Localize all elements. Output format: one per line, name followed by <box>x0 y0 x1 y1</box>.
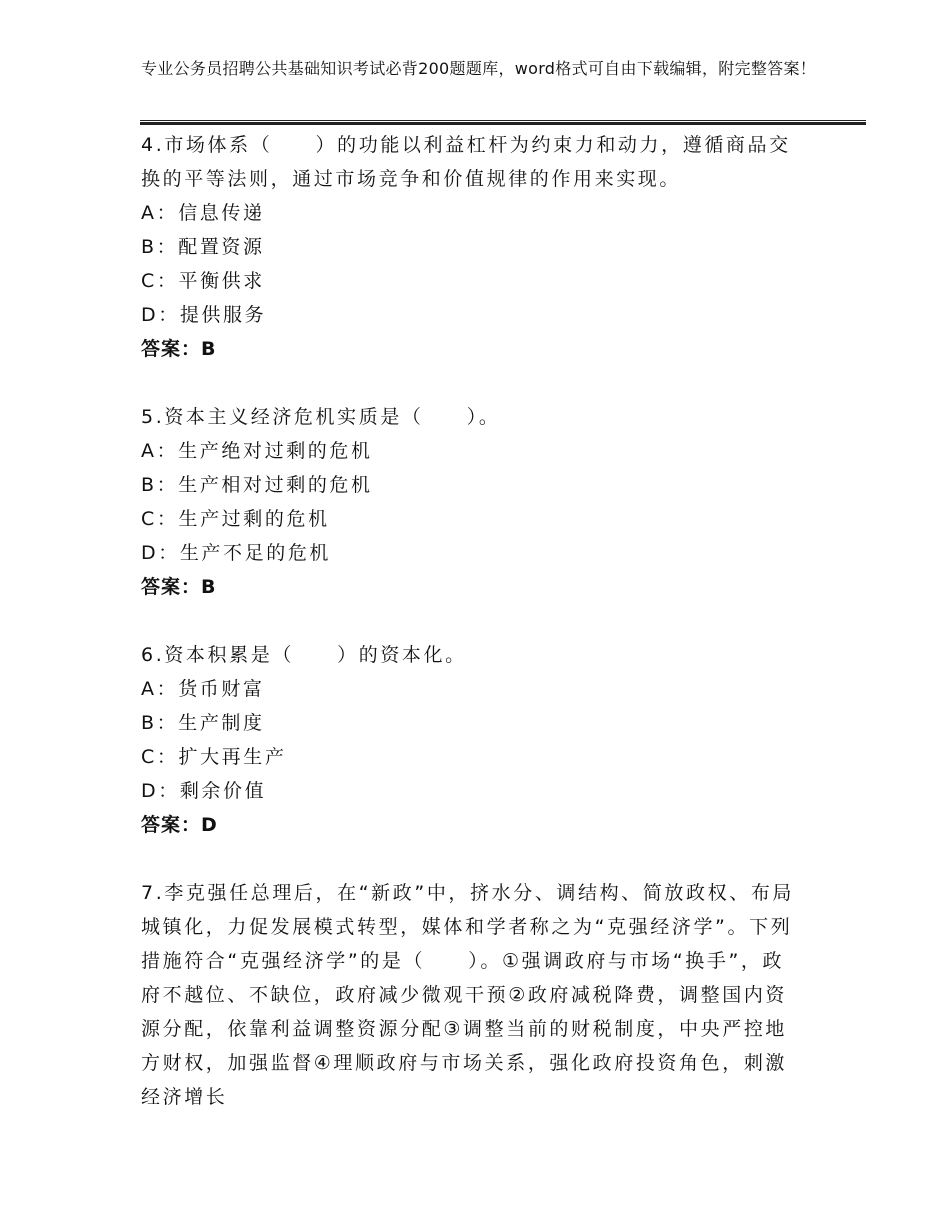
option-b: B：生产相对过剩的危机 <box>141 474 373 496</box>
option-d: D：生产不足的危机 <box>141 542 332 564</box>
answer-line: 答案：D <box>141 814 218 836</box>
question-stem: 7.李克强任总理后，在“新政”中，挤水分、调结构、简放政权、布局城镇化，力促发展模式转型，媒体和学者称之为“克强经济学”。下列措施符合“克强经济学”的是（ ）。①强调政府与市场“换手”，政府不越位、不缺位，政府减少微观干预②政府减税降费，调整国内资源分配，依靠利益调整资源分配③调整当前的财税制度，中央严控地方财权，加强监督④理顺政府与市场关系，强化政府投资角色，刺激经济增长 <box>141 882 795 1108</box>
option-b: B：配置资源 <box>141 236 265 258</box>
answer-line: 答案：B <box>141 576 217 598</box>
spacer <box>141 842 801 876</box>
option-d: D：提供服务 <box>141 304 267 326</box>
question-7 <box>141 876 801 1114</box>
spacer <box>141 604 801 638</box>
page-header: 专业公务员招聘公共基础知识考试必背200题题库，word格式可自由下载编辑，附完整答案！ <box>141 59 817 78</box>
option-a: A：货币财富 <box>141 678 265 700</box>
question-4 <box>141 128 801 366</box>
option-c: C：平衡供求 <box>141 270 265 292</box>
spacer <box>141 366 801 400</box>
option-d: D：剩余价值 <box>141 780 267 802</box>
question-5 <box>141 400 801 604</box>
option-c: C：扩大再生产 <box>141 746 287 768</box>
question-list <box>141 128 801 1114</box>
answer-line: 答案：B <box>141 338 217 360</box>
question-stem: 6.资本积累是（ ）的资本化。 <box>141 644 467 666</box>
option-a: A：信息传递 <box>141 202 265 224</box>
question-6 <box>141 638 801 842</box>
option-b: B：生产制度 <box>141 712 265 734</box>
question-stem: 5.资本主义经济危机实质是（ ）。 <box>141 406 501 428</box>
question-stem: 4.市场体系（ ）的功能以利益杠杆为约束力和动力，遵循商品交换的平等法则，通过市场竞争和价值规律的作用来实现。 <box>141 134 791 190</box>
option-a: A：生产绝对过剩的危机 <box>141 440 373 462</box>
header-divider <box>140 120 866 125</box>
option-c: C：生产过剩的危机 <box>141 508 330 530</box>
